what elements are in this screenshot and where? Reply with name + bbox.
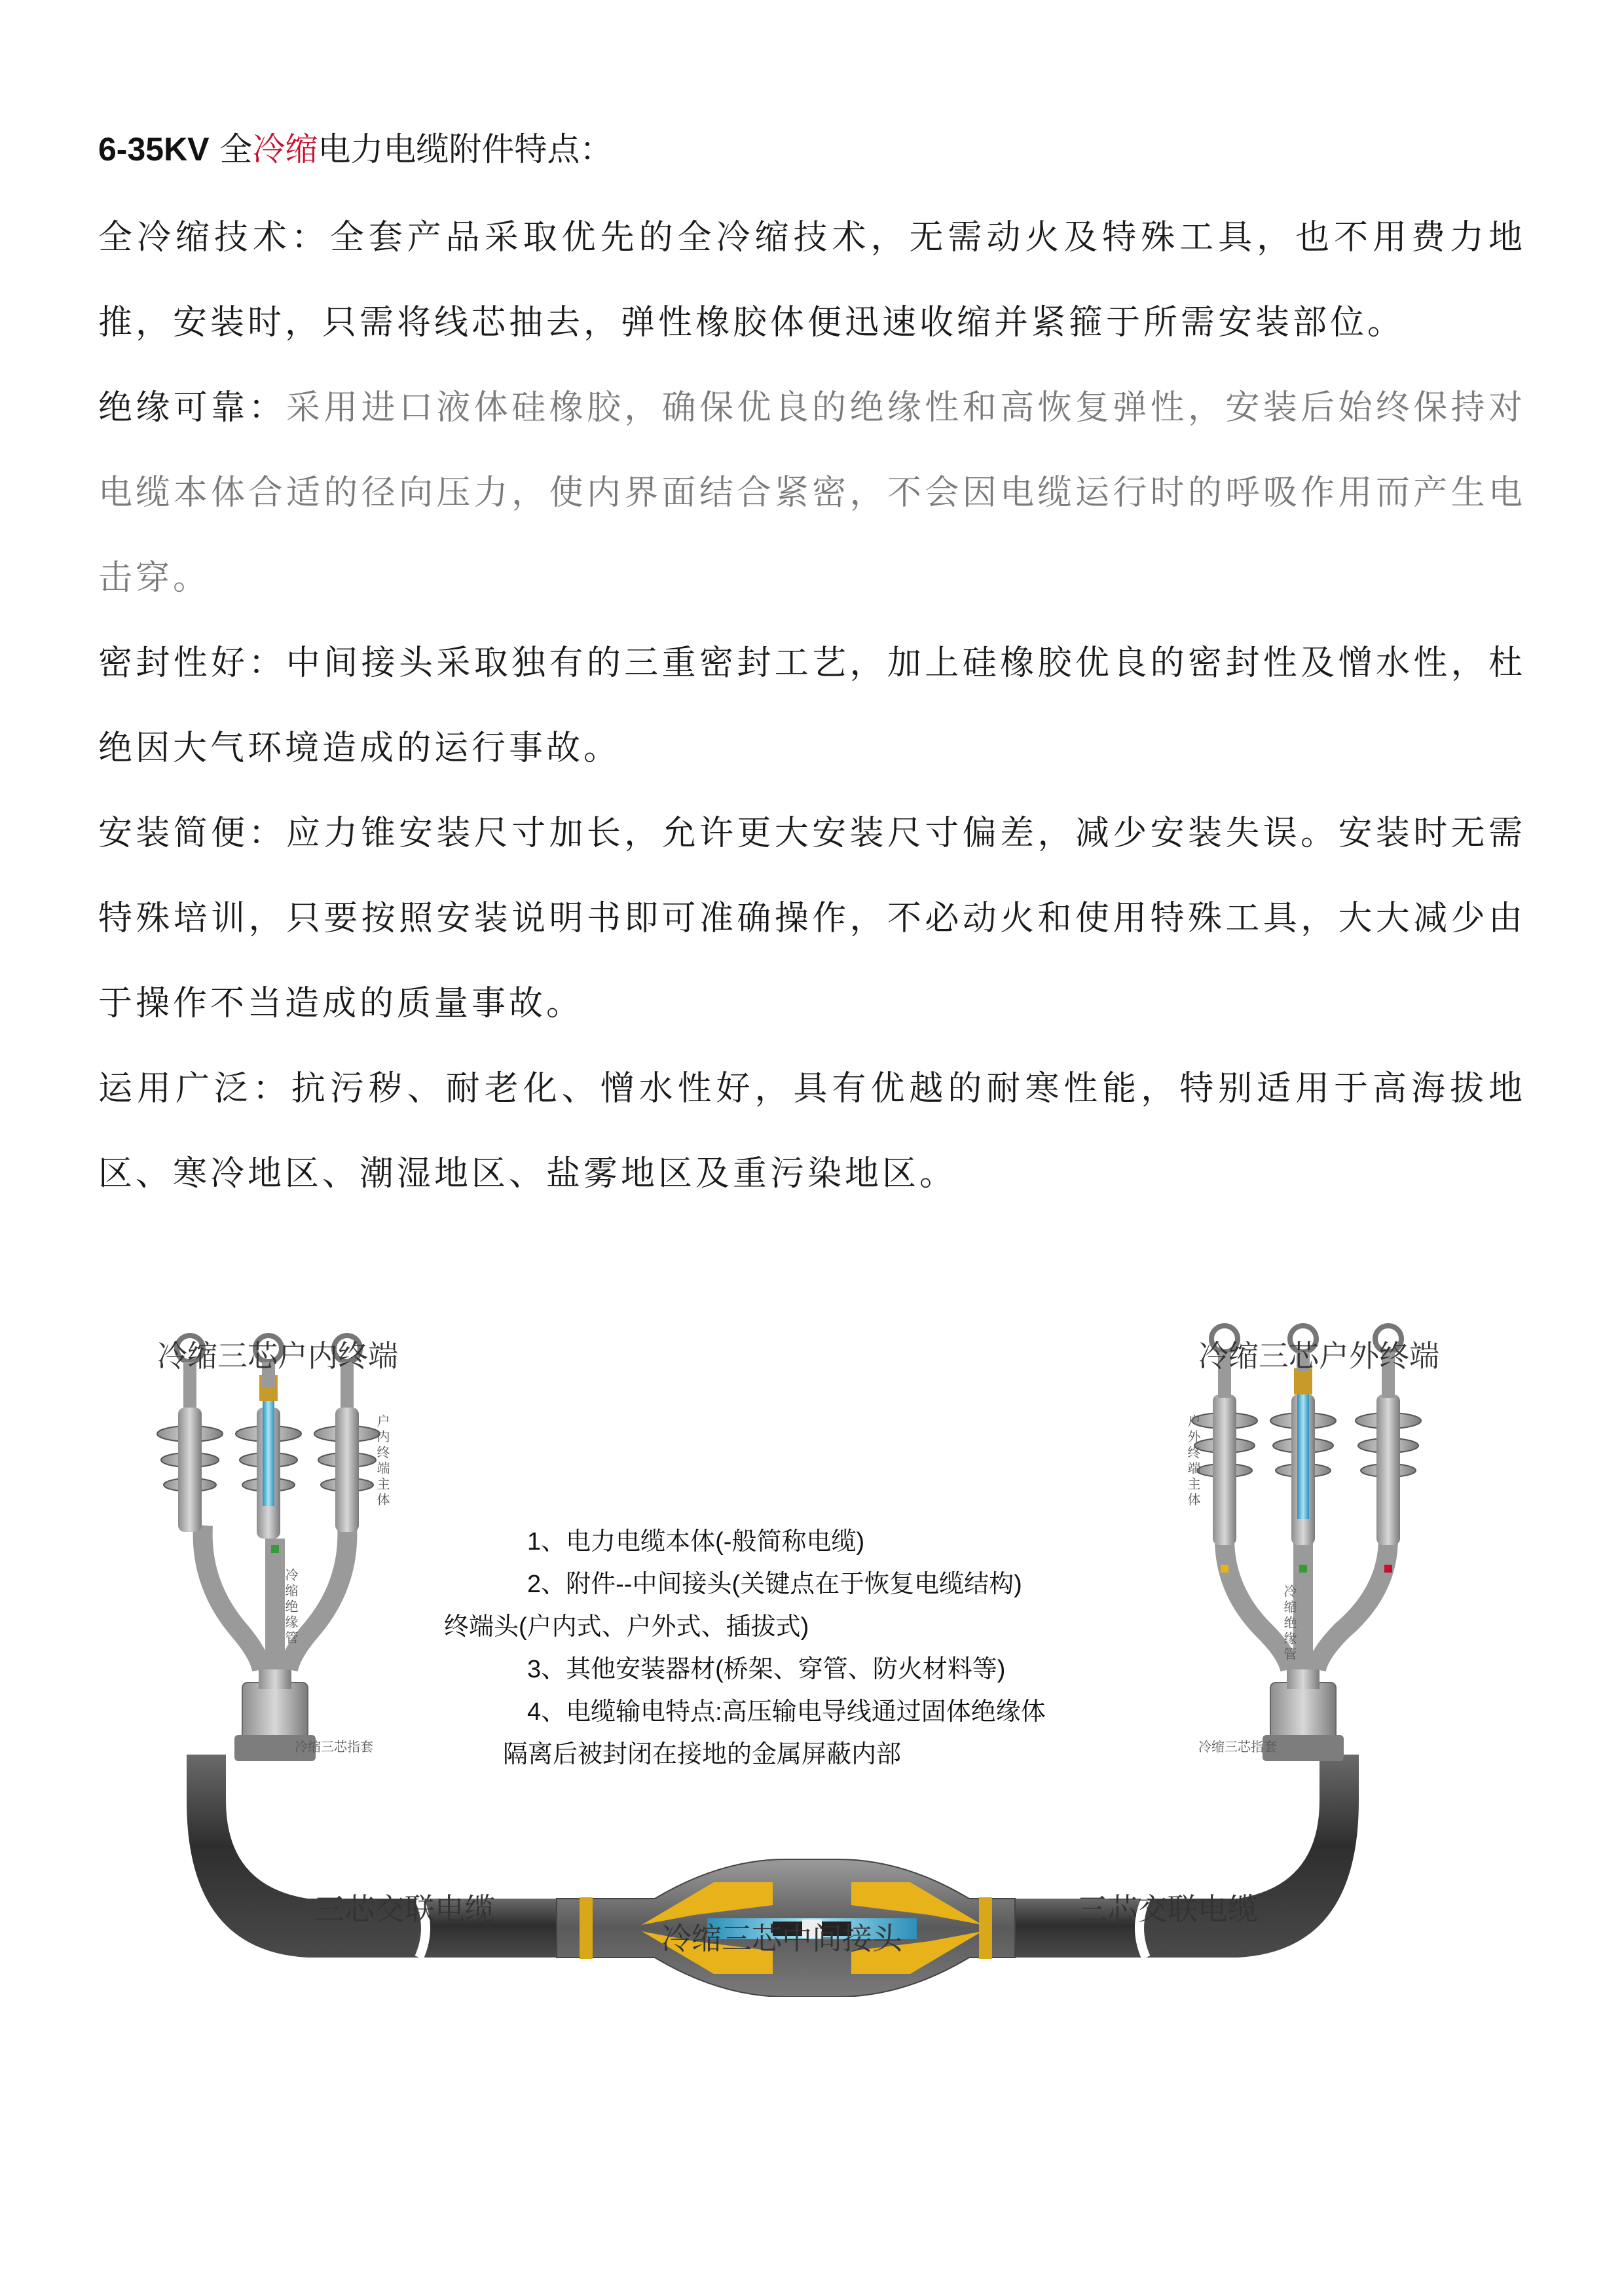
paragraph-sealing: 密封性好：中间接头采取独有的三重密封工艺，加上硅橡胶优良的密封性及憎水性，杜绝因大气环境造成的运行事故。 [98,644,1526,768]
label-outdoor-termination: 冷缩三芯户外终端 [1198,1338,1439,1374]
label-sleeve-left: 冷缩三芯指套 [295,1739,373,1755]
paragraph-installation: 安装简便：应力锥安装尺寸加长，允许更大安装尺寸偏差，减少安装失误。安装时无需特殊培训，只要按照安装说明书即可准确操作，不必动火和使用特殊工具，大大减少由于操作不当造成的质量事故。 [98,814,1526,1023]
note-4b: 隔离后被封闭在接地的金属屏蔽内部 [503,1741,902,1768]
label-middle-joint: 冷缩三芯中间接头 [661,1921,902,1956]
note-4: 4、电缆输电特点:高压输电导线通过固体绝缘体 [527,1698,1046,1726]
vlabel-tube-right: 冷缩绝缘管 [1282,1584,1297,1663]
cable-accessory-diagram [0,1277,1624,1997]
note-2: 2、附件--中间接头(关键点在于恢复电缆结构) [527,1571,1022,1598]
paragraph-insulation: 绝缘可靠：采用进口液体硅橡胶，确保优良的绝缘性和高恢复弹性，安装后始终保持对电缆本体合适的径向压力，使内界面结合紧密，不会因电缆运行时的呼吸作用而产生电击穿。 [98,388,1526,598]
label-sleeve-right: 冷缩三芯指套 [1198,1739,1277,1755]
label-cable-right: 三芯交联电缆 [1077,1891,1258,1927]
vlabel-tube-left: 冷缩绝缘管 [283,1568,299,1647]
vlabel-indoor-main: 户内终端主体 [375,1414,390,1508]
note-1: 1、电力电缆本体(-般简称电缆) [527,1528,865,1556]
note-3: 3、其他安装器材(桥架、穿管、防火材料等) [527,1656,1006,1683]
note-2b: 终端头(户内式、户外式、插拔式) [444,1613,809,1641]
label-cable-left: 三芯交联电缆 [314,1891,495,1927]
vlabel-outdoor-main: 户外终端主体 [1185,1414,1201,1508]
label-indoor-termination: 冷缩三芯户内终端 [157,1338,398,1374]
paragraph-cold-shrink: 全冷缩技术：全套产品采取优先的全冷缩技术，无需动火及特殊工具，也不用费力地推，安装时，只需将线芯抽去，弹性橡胶体便迅速收缩并紧箍于所需安装部位。 [98,218,1526,342]
page-title: 6-35KV 全冷缩电力电缆附件特点： [98,130,613,168]
paragraph-application: 运用广泛：抗污秽、耐老化、憎水性好，具有优越的耐寒性能，特别适用于高海拔地区、寒冷地区、潮湿地区、盐雾地区及重污染地区。 [98,1069,1526,1194]
